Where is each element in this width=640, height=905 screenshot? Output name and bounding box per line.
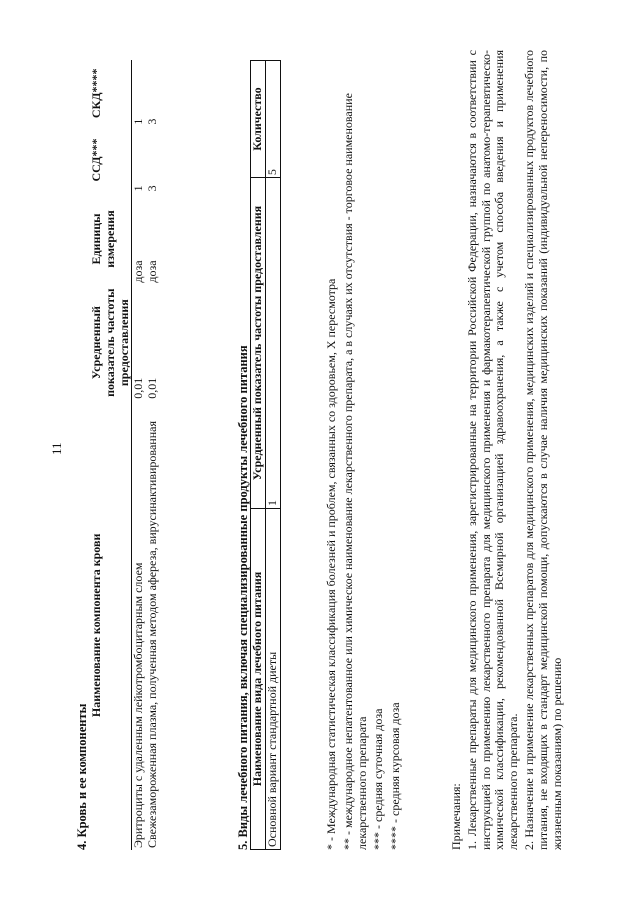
col-header-units: Единицы измерения — [90, 193, 132, 284]
cell-skd: 3 — [145, 118, 160, 125]
page-number: 11 — [49, 442, 64, 455]
remarks — [450, 50, 566, 850]
table-row — [265, 61, 280, 850]
cell-units: доза — [145, 260, 160, 283]
cell-frequency: 1 — [265, 178, 280, 509]
footnote-ssd: *** - средняя суточная доза — [371, 708, 386, 850]
footnote-icd: * - Международная статистическая классификация болезней и проблем, связанных со здоровьем, X пересмотра — [324, 278, 338, 850]
cell-ssd: 3 — [145, 185, 160, 192]
medical-nutrition-table — [250, 60, 281, 850]
cell-component: Свежезамороженная плазма, полученная методом афереза, вирусинактивированная — [145, 421, 160, 848]
remark-item: 1. Лекарственные препараты для медицинского применения, зарегистрированные на территории Российской Федерации, назначаются в соответствии с инструкцией по применению лекарственного препарата для медицинского применения и фармакотерапевтической группой по анатомо-терапевтическо-химической классификации, рекомендованной Всемирной организацией здравоохранения, а также с учетом способа введения и применения лекарственного препарата. — [464, 50, 521, 850]
footnotes — [325, 50, 406, 850]
section-5-title: 5. Виды лечебного питания, включая специализированные продукты лечебного питания — [236, 345, 250, 850]
table-header-row — [251, 61, 266, 850]
remarks-title: Примечания: — [449, 783, 463, 850]
cell-frequency: 0,01 — [145, 377, 160, 399]
col-header-quantity: Количество — [251, 61, 266, 178]
cell-quantity: 5 — [265, 61, 280, 178]
cell-nutrition-type: Основной вариант стандартной диеты — [265, 508, 280, 849]
footnote-skd: **** - средняя курсовая доза — [388, 702, 403, 850]
col-header-frequency: Усредненный показатель частоты предоставления — [90, 285, 132, 401]
blood-components-table — [90, 60, 160, 850]
section-4-title: 4. Кровь и ее компоненты — [75, 703, 89, 850]
col-header-component: Наименование компонента крови — [90, 401, 132, 850]
col-header-skd: СКД**** — [90, 60, 132, 127]
col-header-ssd: ССД*** — [90, 127, 132, 194]
table-header-row — [90, 60, 132, 850]
cell-skd: 1 — [131, 118, 146, 125]
col-header-nutrition-type: Наименование вида лечебного питания — [251, 508, 266, 849]
table-row — [146, 60, 160, 850]
cell-ssd: 1 — [131, 185, 146, 192]
table-row — [132, 60, 146, 850]
footnote-inn: ** - международное непатентованное или химическое наименование лекарственного препарата, а в случаях их отсутствия - торговое наименование лекарственного препарата — [340, 93, 369, 850]
remark-item: 2. Назначение и применение лекарственных препаратов для медицинского применения, медицинских изделий и специализированных продуктов лечебного питания, не входящих в стандарт медицинской помощи, допускаются в случае наличия медицинских показаний (индивидуальной непереносимости, по жизненным показаниям) по решению — [521, 50, 564, 850]
cell-units: доза — [131, 260, 146, 283]
col-header-frequency: Усредненный показатель частоты предоставления — [251, 178, 266, 509]
cell-component: Эритроциты с удаленным лейкотромбоцитарным слоем — [131, 562, 146, 848]
cell-frequency: 0,01 — [131, 377, 146, 399]
